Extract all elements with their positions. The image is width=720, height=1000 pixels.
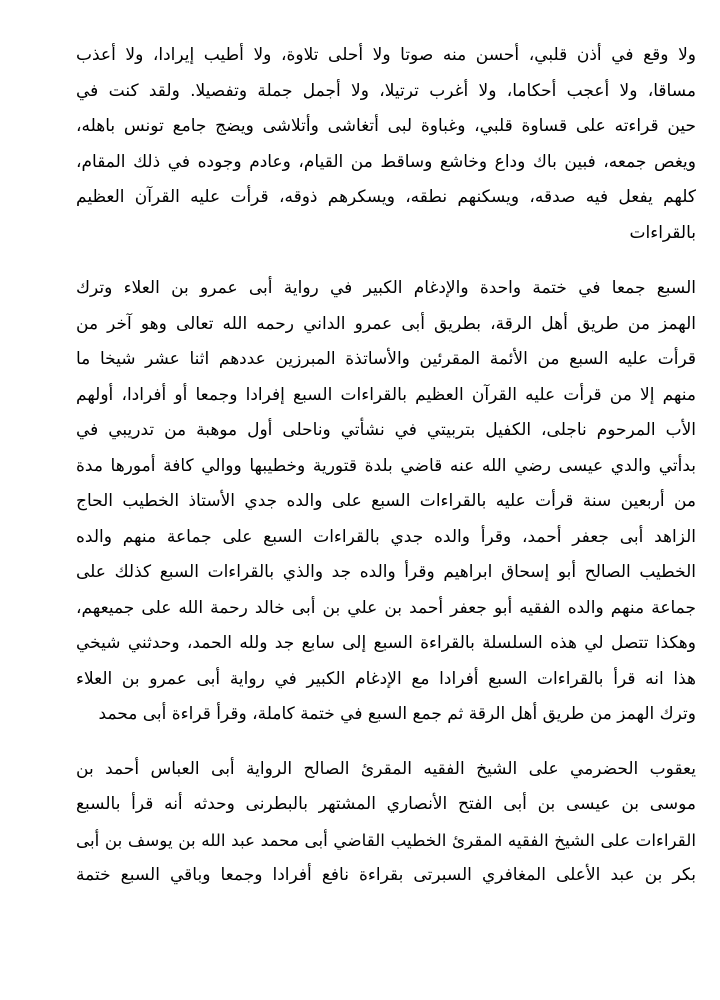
paragraph-spacer <box>76 733 696 752</box>
text-line: يعقوب الحضرمي على الشيخ الفقيه المقرئ الصالح الرواية أبى العباس أحمد بن <box>76 758 696 779</box>
text-line: الهمز من طريق أهل الرقة، بطريق أبى عمرو الداني رحمه الله تعالى وهو آخر من <box>76 313 696 334</box>
text-line: من أربعين سنة قرأت عليه بالقراءات السبع على والده جدي الأستاذ الخطيب الحاج <box>76 491 696 511</box>
text-line: قرأت عليه السبع من الأئمة المقرئين والأساتذة المبرزين عددهم اثنا عشر شيخا ما <box>76 349 696 369</box>
document-page <box>76 38 696 894</box>
text-line: السبع جمعا في ختمة واحدة والإدغام الكبير في رواية أبى عمرو بن العلاء وترك <box>76 278 696 298</box>
paragraph-spacer <box>76 251 696 271</box>
text-line: مساقا، ولا أعجب أحكاما، ولا أغرب ترتيلا، ولا أجمل جملة وتفصيلا. ولقد كنت في <box>76 80 696 101</box>
text-line: منهم إلا من قرأت عليه القرآن العظيم بالقراءات السبع إفرادا وجمعا أو أفرادا، أولهم <box>76 384 696 405</box>
paragraph-3 <box>76 752 696 894</box>
text-line: هذا انه قرأ بالقراءات السبع أفرادا مع الإدغام الكبير في رواية أبى عمرو بن العلاء <box>76 668 696 689</box>
text-line: الزاهد أبى جعفر أحمد، وقرأ والده جدي بالقراءات السبع على جماعة منهم والده <box>76 526 696 547</box>
text-line: كلهم يفعل فيه صدقه، ويسكنهم نطقه، ويسكرهم ذوقه، قرأت عليه القرآن العظيم <box>76 187 696 207</box>
text-line: موسى بن عيسى بن أبى الفتح الأنصاري المشتهر بالبطرنى وحدثه أنه قرأ بالسبع <box>76 794 696 814</box>
text-line: الخطيب الصالح أبو إسحاق ابراهيم وقرأ والده جد والذي بالقراءات السبع كذلك على <box>76 562 696 582</box>
text-line: حين قراءته على قساوة قلبي، وغباوة لبى أتغاشى وأتلاشى ويضج جامع تونس باهله، <box>76 116 696 136</box>
text-line: وهكذا تتصل لي هذه السلسلة بالقراءة السبع إلى سابع جد ولله الحمد، وحدثني شيخي <box>76 633 696 653</box>
text-line: وترك الهمز من طريق أهل الرقة ثم جمع السبع في ختمة كاملة، وقرأ قراءة أبى محمد <box>98 704 696 724</box>
paragraph-2 <box>76 271 696 733</box>
text-line: جماعة منهم والده الفقيه أبو جعفر أحمد بن علي بن أبى خالد رحمة الله على جميعهم، <box>76 597 696 618</box>
paragraph-1 <box>76 38 696 251</box>
text-line: ويغص جمعه، فبين باك وداع وخاشع وساقط من القيام، وعادم وجوده في ذلك المقام، <box>76 151 696 172</box>
text-line: بالقراءات <box>629 222 696 243</box>
text-line: القراءات على الشيخ الفقيه المقرئ الخطيب القاضي أبى محمد عبد الله بن يوسف بن أبى <box>76 829 696 850</box>
text-line: بكر بن عبد الأعلى المغافري السبرتى بقراءة نافع أفرادا وجمعا وباقي السبع ختمة <box>76 865 696 885</box>
text-line: بدأتي والدي عيسى رضي الله عنه قاضي بلدة قتورية وخطيبها ووالي كافة أمورها مدة <box>76 455 696 476</box>
text-line: ولا وقع في أذن قلبي، أحسن منه صوتا ولا أحلى تلاوة، ولا أطيب إيرادا، ولا أعذب <box>76 45 696 65</box>
text-line: الأب المرحوم ناجلى، الكفيل بتربيتي في نشأتي وناحلى أول موهبة من تدريبي في <box>76 420 696 440</box>
